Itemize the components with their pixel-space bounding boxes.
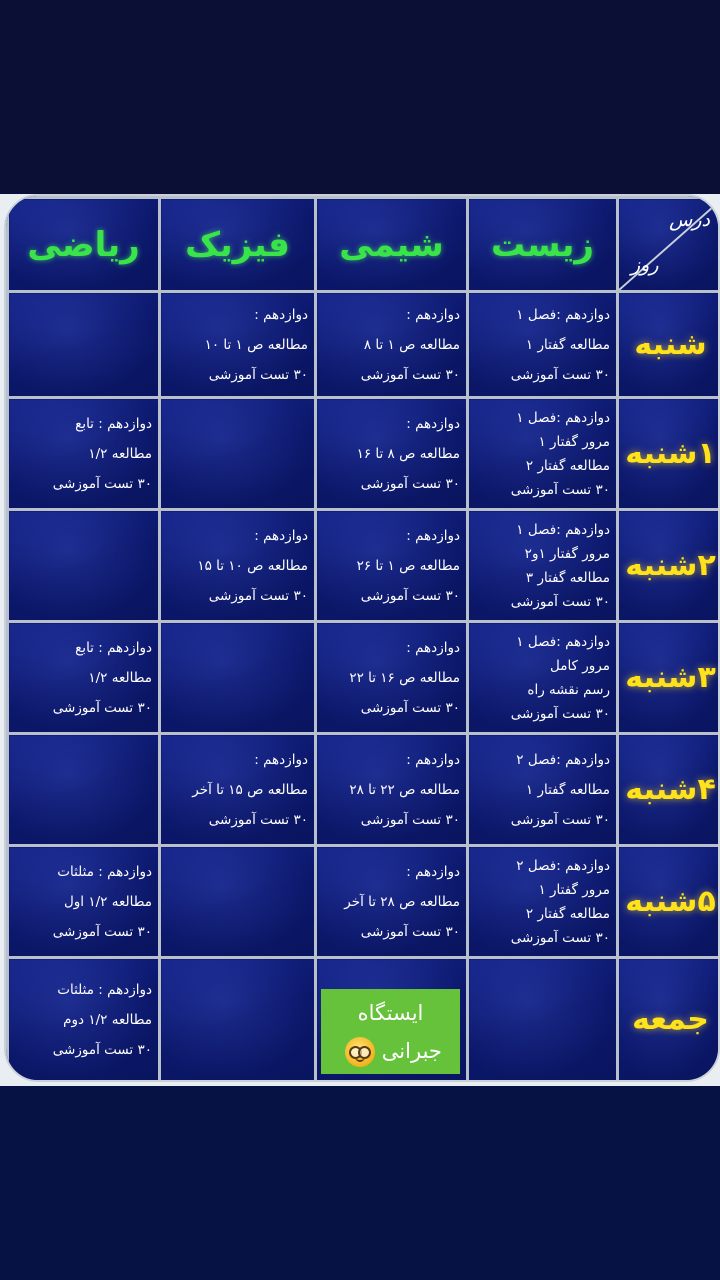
cell-line: دوازدهم : مثلثات [57,981,152,998]
cell-line: مطالعه ص ۱۰ تا ۱۵ [197,557,308,574]
subject-header-fizik: فیزیک [160,198,316,292]
cell-riazi [8,622,160,734]
cell-zist [468,734,618,846]
cell-line: مطالعه گفتار ۲ [525,905,610,922]
cell-line: مطالعه ص ۱ تا ۸ [363,336,460,353]
cell-fizik [160,292,316,398]
cell-riazi-empty [8,510,160,622]
cell-line: دوازدهم : [406,306,460,323]
cell-line: مطالعه ۱/۲ اول [63,893,152,910]
cell-line: ۳۰ تست آموزشی [510,929,610,946]
compensation-station-box [321,989,460,1074]
cell-line: دوازدهم : [254,527,308,544]
cell-riazi [8,398,160,510]
cell-line: دوازدهم :فصل ۱ [516,409,610,426]
day-label: ۲شنبه [618,510,720,622]
cell-line: مطالعه ص ۱۵ تا آخر [192,781,308,798]
cell-fizik [160,510,316,622]
cell-line: ۳۰ تست آموزشی [208,587,308,604]
cell-shimi [316,398,468,510]
cell-zist [468,846,618,958]
day-row-5shanbe [8,846,720,958]
cell-riazi [8,958,160,1082]
compensation-line-1: ایستگاه [357,1000,424,1025]
cell-line: ۳۰ تست آموزشی [360,475,460,492]
day-label: ۳شنبه [618,622,720,734]
cell-line: دوازدهم : [406,415,460,432]
cell-line: ۳۰ تست آموزشی [52,699,152,716]
cell-line: رسم نقشه راه [527,681,610,698]
nerd-face-icon [345,1037,375,1067]
cell-shimi [316,846,468,958]
day-row-1shanbe [8,398,720,510]
cell-line: ۳۰ تست آموزشی [510,705,610,722]
schedule-table-frame [4,194,720,1082]
cell-line: مطالعه گفتار ۳ [525,569,610,586]
cell-line: مرور گفتار ۱ [538,881,610,898]
cell-line: ۳۰ تست آموزشی [360,366,460,383]
cell-fizik-empty [160,398,316,510]
cell-line: مطالعه ص ۱ تا ۱۰ [204,336,308,353]
cell-line: ۳۰ تست آموزشی [52,475,152,492]
schedule-board [0,194,720,1086]
cell-line: ۳۰ تست آموزشی [52,923,152,940]
cell-zist [468,292,618,398]
cell-shimi [316,622,468,734]
cell-line: دوازدهم : [406,751,460,768]
cell-fizik-empty [160,958,316,1082]
cell-line: دوازدهم :فصل ۲ [516,751,610,768]
cell-line: دوازدهم : [406,863,460,880]
cell-fizik-empty [160,622,316,734]
cell-line: دوازدهم : [406,639,460,656]
cell-line: ۳۰ تست آموزشی [510,593,610,610]
cell-line: دوازدهم :فصل ۱ [516,633,610,650]
cell-line: مرور گفتار ۱و۲ [524,545,610,562]
corner-header [618,198,720,292]
cell-shimi [316,510,468,622]
day-row-jome [8,958,720,1082]
cell-line: مطالعه گفتار ۱ [525,336,610,353]
cell-line: مطالعه ص ۱۶ تا ۲۲ [349,669,460,686]
bottom-dark-band [0,1086,720,1280]
cell-riazi-empty [8,734,160,846]
cell-zist [468,398,618,510]
cell-line: ۳۰ تست آموزشی [510,811,610,828]
cell-line: دوازدهم :فصل ۱ [516,521,610,538]
day-label: ۱شنبه [618,398,720,510]
subject-header-zist: زیست [468,198,618,292]
cell-line: مطالعه ص ۱ تا ۲۶ [356,557,460,574]
cell-shimi-compensation [316,958,468,1082]
cell-line: مطالعه ص ۸ تا ۱۶ [356,445,460,462]
compensation-line-2-wrap [339,1032,442,1070]
cell-line: مطالعه ۱/۲ دوم [63,1011,152,1028]
cell-line: ۳۰ تست آموزشی [52,1041,152,1058]
cell-line: دوازدهم : تابع [75,639,152,656]
day-axis-label: روز [631,254,659,276]
cell-line: ۳۰ تست آموزشی [510,481,610,498]
top-dark-band [0,0,720,194]
cell-line: ۳۰ تست آموزشی [360,587,460,604]
day-label: جمعه [618,958,720,1082]
day-row-4shanbe [8,734,720,846]
cell-line: مطالعه ۱/۲ [88,445,152,462]
cell-fizik [160,734,316,846]
day-label: ۴شنبه [618,734,720,846]
cell-line: دوازدهم :فصل ۱ [516,306,610,323]
subject-header-riazi: ریاضی [8,198,160,292]
cell-line: ۳۰ تست آموزشی [360,811,460,828]
cell-fizik-empty [160,846,316,958]
subject-header-shimi: شیمی [316,198,468,292]
cell-shimi [316,292,468,398]
compensation-line-2: جبرانی [381,1038,442,1063]
cell-line: دوازدهم : [254,751,308,768]
day-label: شنبه [618,292,720,398]
cell-line: مطالعه گفتار ۲ [525,457,610,474]
cell-line: ۳۰ تست آموزشی [360,923,460,940]
cell-line: مطالعه ص ۲۸ تا آخر [344,893,460,910]
day-row-2shanbe [8,510,720,622]
day-row-shanbe [8,292,720,398]
cell-line: دوازدهم : مثلثات [57,863,152,880]
cell-line: مرور کامل [549,657,610,674]
cell-line: دوازدهم :فصل ۲ [516,857,610,874]
cell-line: دوازدهم : [254,306,308,323]
cell-riazi [8,846,160,958]
cell-line: ۳۰ تست آموزشی [208,811,308,828]
cell-zist [468,510,618,622]
day-row-3shanbe [8,622,720,734]
day-label: ۵شنبه [618,846,720,958]
cell-line: مطالعه ص ۲۲ تا ۲۸ [349,781,460,798]
cell-line: دوازدهم : [406,527,460,544]
cell-line: مرور گفتار ۱ [538,433,610,450]
cell-line: مطالعه ۱/۲ [88,669,152,686]
cell-line: ۳۰ تست آموزشی [360,699,460,716]
cell-zist-empty [468,958,618,1082]
cell-line: مطالعه گفتار ۱ [525,781,610,798]
cell-riazi-empty [8,292,160,398]
cell-line: ۳۰ تست آموزشی [510,366,610,383]
cell-shimi [316,734,468,846]
cell-zist [468,622,618,734]
cell-line: ۳۰ تست آموزشی [208,366,308,383]
subject-axis-label: درس [669,209,710,231]
cell-line: دوازدهم : تابع [75,415,152,432]
weekly-study-schedule [6,196,720,1082]
